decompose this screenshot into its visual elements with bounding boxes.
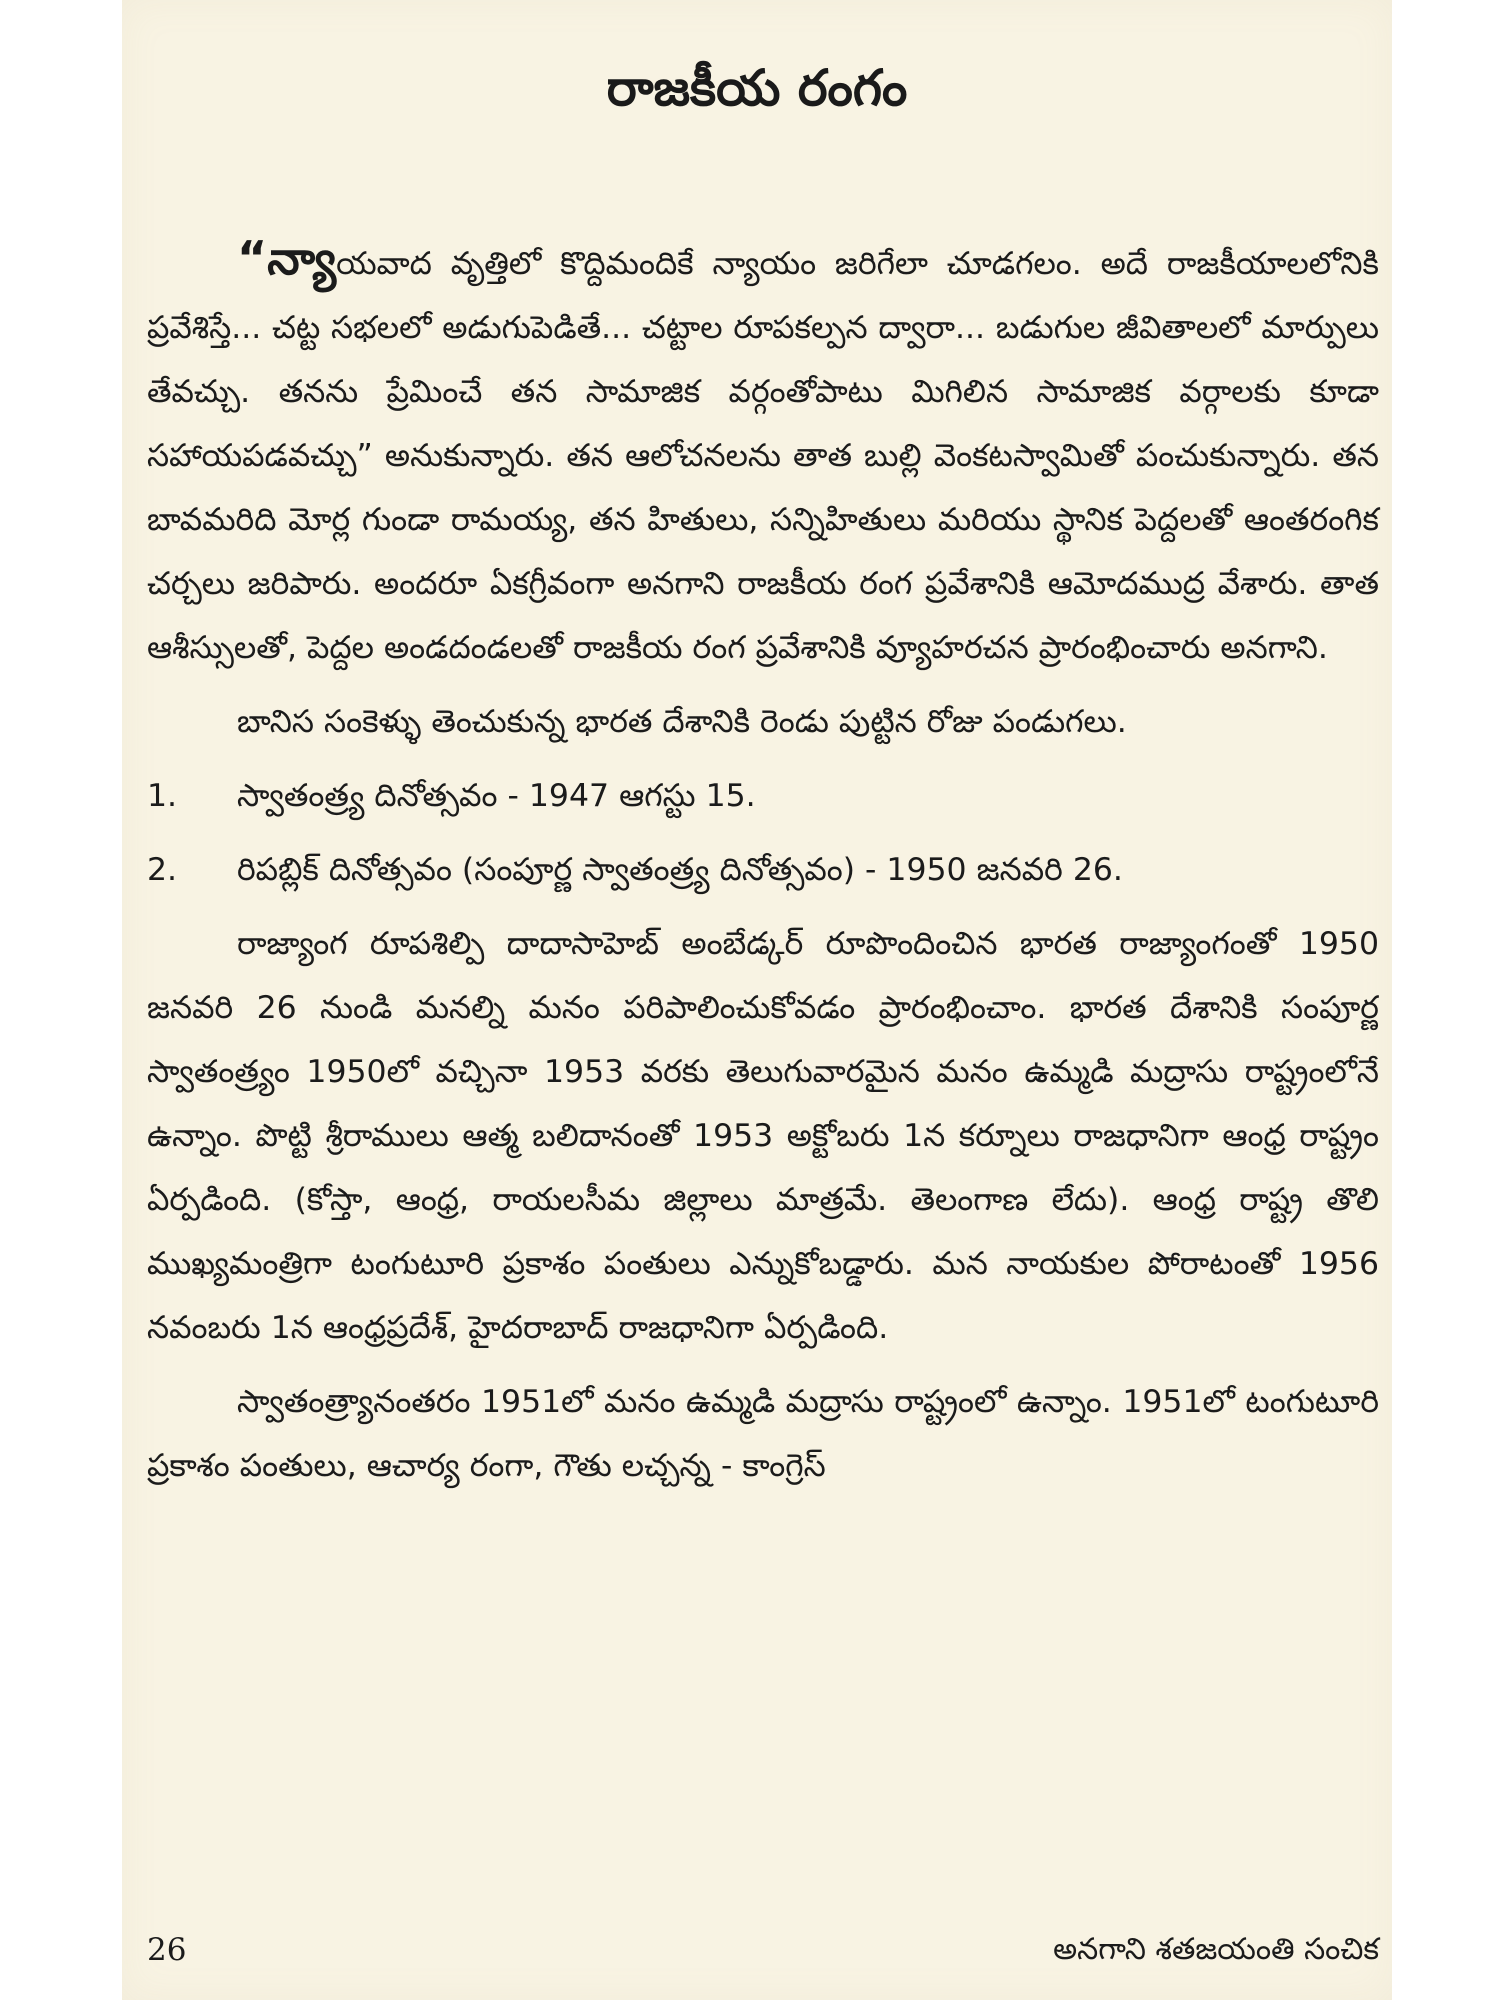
list-item-text: రిపబ్లిక్ దినోత్సవం (సంపూర్ణ స్వాతంత్ర్య దినోత్సవం) - 1950 జనవరి 26. <box>237 852 1123 888</box>
page-title: రాజకీయ రంగం <box>606 59 908 117</box>
paragraph-1-text: యవాద వృత్తిలో కొద్దిమందికే న్యాయం జరిగేలా చూడగలం. అదే రాజకీయాలలోనికి ప్రవేశిస్తే... చట్ట సభలలో అడుగుపెడితే... చట్టాల రూపకల్పన ద్వారా... బడుగుల జీవితాలలో మార్పులు తేవచ్చు. తనను ప్రేమించే తన సామాజిక వర్గంతోపాటు మిగిలిన సామాజిక వర్గాలకు కూడా సహాయపడవచ్చు” అనుకున్నారు. తన ఆలోచనలను తాత బుల్లి వెంకటస్వామితో పంచుకున్నారు. తన బావమరిది మోర్ల గుండా రామయ్య, తన హితులు, సన్నిహితులు మరియు స్థానిక పెద్దలతో ఆంతరంగిక చర్చలు జరిపారు. అందరూ ఏకగ్రీవంగా అనగాని రాజకీయ రంగ ప్రవేశానికి ఆమోదముద్ర వేశారు. తాత ఆశీస్సులతో, పెద్దల అండదండలతో రాజకీయ రంగ ప్రవేశానికి వ్యూహరచన ప్రారంభించారు అనగాని. <box>147 246 1379 666</box>
book-page <box>122 0 1392 2000</box>
list-item <box>147 838 1379 902</box>
page-body <box>147 232 1379 1508</box>
paragraph-4: స్వాతంత్ర్యానంతరం 1951లో మనం ఉమ్మడి మద్రాసు రాష్ట్రంలో ఉన్నాం. 1951లో టంగుటూరి ప్రకాశం పంతులు, ఆచార్య రంగా, గౌతు లచ్చన్న - కాంగ్రెస్ <box>147 1384 1379 1484</box>
list-item-number: 1. <box>147 778 178 814</box>
page-number: 26 <box>147 1932 187 1968</box>
paragraph-1-dropcap: “న్యా <box>237 231 337 285</box>
list-item <box>147 764 1379 828</box>
book-title: అనగాని శతజయంతి సంచిక <box>1053 1932 1379 1967</box>
page-footer <box>147 1925 1379 1975</box>
list-item-number: 2. <box>147 852 178 888</box>
paragraph-1 <box>147 232 1379 680</box>
paragraph-3: రాజ్యాంగ రూపశిల్పి దాదాసాహెబ్ అంబేడ్కర్ రూపొందించిన భారత రాజ్యాంగంతో 1950 జనవరి 26 నుండి మనల్ని మనం పరిపాలించుకోవడం ప్రారంభించాం. భారత దేశానికి సంపూర్ణ స్వాతంత్ర్యం 1950లో వచ్చినా 1953 వరకు తెలుగువారమైన మనం ఉమ్మడి మద్రాసు రాష్ట్రంలోనే ఉన్నాం. పొట్టి శ్రీరాములు ఆత్మ బలిదానంతో 1953 అక్టోబరు 1న కర్నూలు రాజధానిగా ఆంధ్ర రాష్ట్రం ఏర్పడింది. (కోస్తా, ఆంధ్ర, రాయలసీమ జిల్లాలు మాత్రమే. తెలంగాణ లేదు). ఆంధ్ర రాష్ట్ర తొలి ముఖ్యమంత్రిగా టంగుటూరి ప్రకాశం పంతులు ఎన్నుకోబడ్డారు. మన నాయకుల పోరాటంతో 1956 నవంబరు 1న ఆంధ్రప్రదేశ్, హైదరాబాద్ రాజధానిగా ఏర్పడింది. <box>147 926 1379 1346</box>
paragraph-2: బానిస సంకెళ్ళు తెంచుకున్న భారత దేశానికి రెండు పుట్టిన రోజు పండుగలు. <box>237 704 1127 740</box>
list-item-text: స్వాతంత్ర్య దినోత్సవం - 1947 ఆగస్టు 15. <box>237 778 756 814</box>
